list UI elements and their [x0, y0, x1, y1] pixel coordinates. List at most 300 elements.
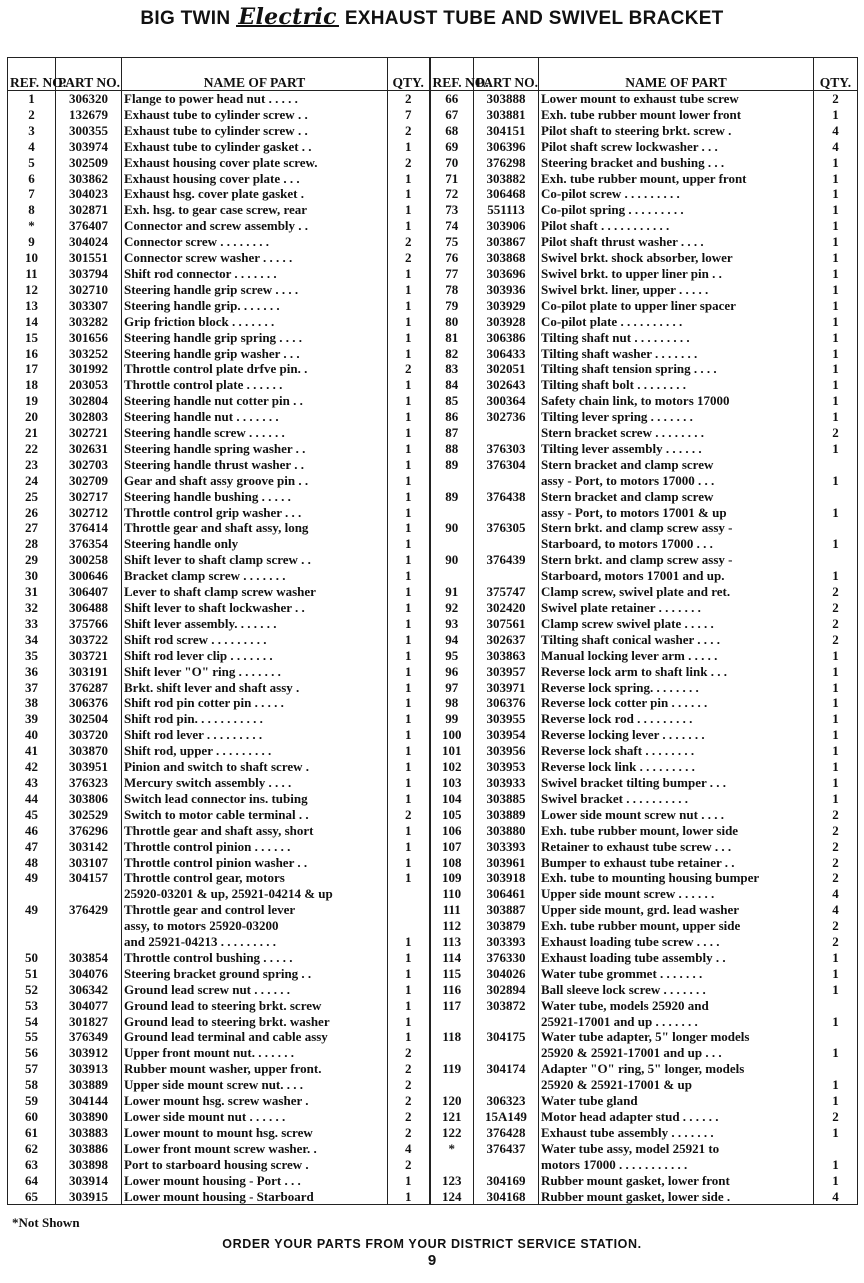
left-qty-cell: 1 — [388, 186, 430, 202]
left-name-cell: Exhaust tube to cylinder screw . . — [122, 123, 388, 139]
right-qty-cell: 1 — [814, 743, 858, 759]
header-ref-right: REF. NO. — [430, 58, 474, 91]
left-name-cell: Gear and shaft assy groove pin . . — [122, 473, 388, 489]
left-part-cell: 302717 — [56, 489, 122, 505]
right-name-cell: Tilting shaft bolt . . . . . . . . — [539, 377, 814, 393]
left-qty-cell: 1 — [388, 218, 430, 234]
right-qty-cell: 4 — [814, 123, 858, 139]
right-part-cell: 15A149 — [474, 1109, 539, 1125]
right-part-cell: 306376 — [474, 695, 539, 711]
left-qty-cell: 1 — [388, 870, 430, 886]
left-ref-cell: 39 — [8, 711, 56, 727]
right-part-cell: 303971 — [474, 680, 539, 696]
right-part-cell: 303872 — [474, 998, 539, 1014]
right-ref-cell: 111 — [430, 902, 474, 918]
right-name-cell: Stern bracket screw . . . . . . . . — [539, 425, 814, 441]
left-ref-cell: 13 — [8, 298, 56, 314]
table-row — [8, 1109, 858, 1125]
left-name-cell: Exhaust housing cover plate . . . — [122, 171, 388, 187]
left-name-cell: Exhaust tube to cylinder screw . . — [122, 107, 388, 123]
table-header-row — [8, 58, 858, 91]
left-name-cell: Lower mount housing - Port . . . — [122, 1173, 388, 1189]
left-part-cell: 303914 — [56, 1173, 122, 1189]
right-part-cell: 303956 — [474, 743, 539, 759]
left-name-cell: Steering handle grip spring . . . . — [122, 330, 388, 346]
left-qty-cell: 1 — [388, 727, 430, 743]
right-part-cell — [474, 1157, 539, 1173]
table-row — [8, 139, 858, 155]
right-qty-cell: 1 — [814, 266, 858, 282]
right-part-cell — [474, 1077, 539, 1093]
left-part-cell: 376414 — [56, 520, 122, 536]
left-qty-cell: 2 — [388, 234, 430, 250]
left-name-cell: Shift rod pin cotter pin . . . . . — [122, 695, 388, 711]
table-row — [8, 218, 858, 234]
left-name-cell: Pinion and switch to shaft screw . — [122, 759, 388, 775]
table-row — [8, 1077, 858, 1093]
right-part-cell: 303880 — [474, 823, 539, 839]
left-name-cell: Lower mount hsg. screw washer . — [122, 1093, 388, 1109]
right-qty-cell: 1 — [814, 1157, 858, 1173]
right-name-cell: Swivel brkt. shock absorber, lower — [539, 250, 814, 266]
left-ref-cell: 57 — [8, 1061, 56, 1077]
left-qty-cell: 1 — [388, 393, 430, 409]
right-ref-cell: 68 — [430, 123, 474, 139]
left-ref-cell: 62 — [8, 1141, 56, 1157]
left-part-cell: 303951 — [56, 759, 122, 775]
left-name-cell: Throttle gear and shaft assy, long — [122, 520, 388, 536]
right-part-cell: 376439 — [474, 552, 539, 568]
left-name-cell: Steering handle grip washer . . . — [122, 346, 388, 362]
right-ref-cell: 110 — [430, 886, 474, 902]
table-row — [8, 616, 858, 632]
right-name-cell: Swivel bracket tilting bumper . . . — [539, 775, 814, 791]
right-name-cell: Water tube, models 25920 and — [539, 998, 814, 1014]
left-qty-cell: 1 — [388, 425, 430, 441]
right-name-cell: assy - Port, to motors 17000 . . . — [539, 473, 814, 489]
left-name-cell: Steering bracket ground spring . . — [122, 966, 388, 982]
right-name-cell: 25921-17001 and up . . . . . . . — [539, 1014, 814, 1030]
right-part-cell: 376303 — [474, 441, 539, 457]
right-qty-cell: 2 — [814, 616, 858, 632]
left-name-cell: Rubber mount washer, upper front. — [122, 1061, 388, 1077]
table-row — [8, 743, 858, 759]
right-qty-cell: 1 — [814, 1077, 858, 1093]
left-ref-cell: 16 — [8, 346, 56, 362]
left-name-cell: Lower mount housing - Starboard — [122, 1189, 388, 1205]
parts-table — [7, 57, 858, 1205]
right-name-cell: Exhaust tube assembly . . . . . . . — [539, 1125, 814, 1141]
left-qty-cell: 1 — [388, 171, 430, 187]
right-name-cell: Exhaust loading tube screw . . . . — [539, 934, 814, 950]
right-qty-cell: 1 — [814, 648, 858, 664]
right-name-cell: Bumper to exhaust tube retainer . . — [539, 855, 814, 871]
right-name-cell: Tilting lever spring . . . . . . . — [539, 409, 814, 425]
table-row — [8, 1045, 858, 1061]
table-row — [8, 266, 858, 282]
right-name-cell: Reverse lock link . . . . . . . . . — [539, 759, 814, 775]
right-ref-cell: 119 — [430, 1061, 474, 1077]
table-row — [8, 1029, 858, 1045]
left-qty-cell: 1 — [388, 473, 430, 489]
left-ref-cell: 45 — [8, 807, 56, 823]
left-ref-cell: 17 — [8, 361, 56, 377]
left-qty-cell: 1 — [388, 1029, 430, 1045]
left-part-cell: 302709 — [56, 473, 122, 489]
left-ref-cell: 22 — [8, 441, 56, 457]
left-name-cell: Shift lever "O" ring . . . . . . . — [122, 664, 388, 680]
right-qty-cell: 1 — [814, 171, 858, 187]
table-row — [8, 775, 858, 791]
right-qty-cell: 1 — [814, 1173, 858, 1189]
left-part-cell: 300258 — [56, 552, 122, 568]
right-name-cell: Rubber mount gasket, lower front — [539, 1173, 814, 1189]
table-row — [8, 934, 858, 950]
right-name-cell: Reverse lock spring. . . . . . . . — [539, 680, 814, 696]
table-row — [8, 171, 858, 187]
right-qty-cell: 2 — [814, 823, 858, 839]
table-row — [8, 918, 858, 934]
right-qty-cell: 1 — [814, 409, 858, 425]
left-ref-cell: 27 — [8, 520, 56, 536]
right-part-cell: 303393 — [474, 934, 539, 950]
right-name-cell: Rubber mount gasket, lower side . — [539, 1189, 814, 1205]
right-qty-cell: 2 — [814, 632, 858, 648]
table-row — [8, 250, 858, 266]
left-ref-cell: 61 — [8, 1125, 56, 1141]
header-ref-left: REF. NO. — [8, 58, 56, 91]
left-ref-cell: 46 — [8, 823, 56, 839]
right-qty-cell: 1 — [814, 314, 858, 330]
right-qty-cell: 1 — [814, 727, 858, 743]
left-name-cell: Upper side mount screw nut. . . . — [122, 1077, 388, 1093]
right-part-cell: 303881 — [474, 107, 539, 123]
left-qty-cell: 1 — [388, 1173, 430, 1189]
right-part-cell: 551113 — [474, 202, 539, 218]
right-ref-cell — [430, 1077, 474, 1093]
right-name-cell: Exh. tube rubber mount, upper side — [539, 918, 814, 934]
left-part-cell: 303806 — [56, 791, 122, 807]
header-part-left: PART NO. — [56, 58, 122, 91]
left-name-cell: Steering handle grip. . . . . . . — [122, 298, 388, 314]
right-ref-cell: 81 — [430, 330, 474, 346]
left-qty-cell: 7 — [388, 107, 430, 123]
table-row — [8, 457, 858, 473]
left-part-cell: 376287 — [56, 680, 122, 696]
left-part-cell: 304077 — [56, 998, 122, 1014]
right-ref-cell: 115 — [430, 966, 474, 982]
table-row — [8, 711, 858, 727]
left-part-cell: 301551 — [56, 250, 122, 266]
table-row — [8, 982, 858, 998]
left-part-cell: 303898 — [56, 1157, 122, 1173]
right-name-cell: Co-pilot plate to upper liner spacer — [539, 298, 814, 314]
right-qty-cell: 1 — [814, 361, 858, 377]
right-qty-cell: 1 — [814, 250, 858, 266]
right-name-cell: Adapter "O" ring, 5" longer, models — [539, 1061, 814, 1077]
right-qty-cell: 2 — [814, 855, 858, 871]
right-ref-cell: 90 — [430, 520, 474, 536]
table-row — [8, 91, 858, 107]
right-qty-cell: 1 — [814, 473, 858, 489]
left-ref-cell: * — [8, 218, 56, 234]
right-part-cell: 304151 — [474, 123, 539, 139]
left-qty-cell: 2 — [388, 250, 430, 266]
left-name-cell: Bracket clamp screw . . . . . . . — [122, 568, 388, 584]
left-part-cell: 303912 — [56, 1045, 122, 1061]
left-ref-cell: 19 — [8, 393, 56, 409]
left-part-cell: 302703 — [56, 457, 122, 473]
right-name-cell: Exh. tube rubber mount lower front — [539, 107, 814, 123]
right-ref-cell: 116 — [430, 982, 474, 998]
left-qty-cell: 2 — [388, 1061, 430, 1077]
left-part-cell: 304144 — [56, 1093, 122, 1109]
right-name-cell: Tilting lever assembly . . . . . . — [539, 441, 814, 457]
right-name-cell: Tilting shaft nut . . . . . . . . . — [539, 330, 814, 346]
right-part-cell — [474, 473, 539, 489]
table-row — [8, 584, 858, 600]
left-part-cell: 303721 — [56, 648, 122, 664]
right-part-cell: 302643 — [474, 377, 539, 393]
right-ref-cell: 108 — [430, 855, 474, 871]
table-row — [8, 473, 858, 489]
right-ref-cell: 97 — [430, 680, 474, 696]
left-qty-cell: 1 — [388, 202, 430, 218]
left-ref-cell: 65 — [8, 1189, 56, 1205]
left-ref-cell: 36 — [8, 664, 56, 680]
right-part-cell: 303957 — [474, 664, 539, 680]
header-part-right: PART NO. — [474, 58, 539, 91]
right-part-cell: 304169 — [474, 1173, 539, 1189]
right-part-cell: 303953 — [474, 759, 539, 775]
left-name-cell: Steering handle screw . . . . . . — [122, 425, 388, 441]
right-qty-cell: 1 — [814, 775, 858, 791]
left-qty-cell: 1 — [388, 282, 430, 298]
left-qty-cell: 1 — [388, 839, 430, 855]
left-ref-cell: 4 — [8, 139, 56, 155]
left-qty-cell: 4 — [388, 1141, 430, 1157]
left-part-cell: 302504 — [56, 711, 122, 727]
left-ref-cell: 3 — [8, 123, 56, 139]
table-row — [8, 202, 858, 218]
right-name-cell: Reverse lock cotter pin . . . . . . — [539, 695, 814, 711]
left-part-cell: 306320 — [56, 91, 122, 107]
left-part-cell: 132679 — [56, 107, 122, 123]
right-ref-cell: 92 — [430, 600, 474, 616]
left-name-cell: Lower side mount nut . . . . . . — [122, 1109, 388, 1125]
right-qty-cell: 2 — [814, 425, 858, 441]
right-ref-cell: 102 — [430, 759, 474, 775]
left-name-cell: Shift lever to shaft clamp screw . . — [122, 552, 388, 568]
right-ref-cell: 99 — [430, 711, 474, 727]
right-name-cell: Tilting shaft conical washer . . . . — [539, 632, 814, 648]
left-qty-cell: 1 — [388, 855, 430, 871]
right-name-cell: Water tube adapter, 5" longer models — [539, 1029, 814, 1045]
left-ref-cell: 33 — [8, 616, 56, 632]
right-qty-cell: 1 — [814, 330, 858, 346]
table-row — [8, 1061, 858, 1077]
right-qty-cell: 2 — [814, 807, 858, 823]
right-qty-cell: 1 — [814, 346, 858, 362]
right-name-cell: Exhaust loading tube assembly . . — [539, 950, 814, 966]
left-ref-cell: 24 — [8, 473, 56, 489]
right-name-cell: Swivel plate retainer . . . . . . . — [539, 600, 814, 616]
right-part-cell: 303863 — [474, 648, 539, 664]
left-qty-cell: 2 — [388, 807, 430, 823]
right-part-cell: 307561 — [474, 616, 539, 632]
left-qty-cell: 2 — [388, 1077, 430, 1093]
right-name-cell: Clamp screw swivel plate . . . . . — [539, 616, 814, 632]
table-row — [8, 489, 858, 505]
right-name-cell: Co-pilot plate . . . . . . . . . . — [539, 314, 814, 330]
right-qty-cell: 1 — [814, 982, 858, 998]
left-ref-cell: 23 — [8, 457, 56, 473]
right-ref-cell: 69 — [430, 139, 474, 155]
left-qty-cell — [388, 902, 430, 918]
left-qty-cell: 1 — [388, 568, 430, 584]
page-title — [0, 4, 864, 30]
right-ref-cell — [430, 1014, 474, 1030]
left-name-cell: Throttle gear and control lever — [122, 902, 388, 918]
right-qty-cell: 1 — [814, 966, 858, 982]
left-qty-cell: 1 — [388, 314, 430, 330]
left-ref-cell: 26 — [8, 505, 56, 521]
right-name-cell: Reverse lock shaft . . . . . . . . — [539, 743, 814, 759]
right-name-cell: motors 17000 . . . . . . . . . . . — [539, 1157, 814, 1173]
header-name-left: NAME OF PART — [122, 58, 388, 91]
left-qty-cell: 2 — [388, 1093, 430, 1109]
left-ref-cell: 53 — [8, 998, 56, 1014]
table-row — [8, 1141, 858, 1157]
left-qty-cell — [388, 918, 430, 934]
left-qty-cell: 1 — [388, 330, 430, 346]
right-qty-cell: 1 — [814, 186, 858, 202]
right-qty-cell: 1 — [814, 664, 858, 680]
right-ref-cell: 75 — [430, 234, 474, 250]
right-qty-cell: 2 — [814, 870, 858, 886]
table-row — [8, 727, 858, 743]
table-row — [8, 409, 858, 425]
left-ref-cell: 35 — [8, 648, 56, 664]
left-qty-cell: 2 — [388, 91, 430, 107]
left-part-cell: 376349 — [56, 1029, 122, 1045]
parts-table-body — [8, 91, 858, 1205]
right-qty-cell: 2 — [814, 600, 858, 616]
right-name-cell: 25920 & 25921-17001 & up — [539, 1077, 814, 1093]
right-ref-cell: 98 — [430, 695, 474, 711]
left-qty-cell: 1 — [388, 457, 430, 473]
right-part-cell: 303954 — [474, 727, 539, 743]
right-qty-cell: 2 — [814, 918, 858, 934]
right-qty-cell: 1 — [814, 393, 858, 409]
left-name-cell: Steering handle nut . . . . . . . — [122, 409, 388, 425]
left-ref-cell: 64 — [8, 1173, 56, 1189]
right-name-cell: Upper side mount, grd. lead washer — [539, 902, 814, 918]
left-ref-cell: 60 — [8, 1109, 56, 1125]
left-part-cell: 376429 — [56, 902, 122, 918]
right-part-cell: 376428 — [474, 1125, 539, 1141]
right-ref-cell: * — [430, 1141, 474, 1157]
right-name-cell: Stern brkt. and clamp screw assy - — [539, 552, 814, 568]
left-qty-cell: 1 — [388, 982, 430, 998]
right-name-cell: Water tube gland — [539, 1093, 814, 1109]
table-row — [8, 1157, 858, 1173]
left-qty-cell: 1 — [388, 823, 430, 839]
page-number: 9 — [427, 1252, 437, 1269]
right-part-cell: 303906 — [474, 218, 539, 234]
left-ref-cell: 48 — [8, 855, 56, 871]
left-name-cell: Shift lever assembly. . . . . . . — [122, 616, 388, 632]
right-ref-cell: 74 — [430, 218, 474, 234]
left-qty-cell: 1 — [388, 616, 430, 632]
left-part-cell: 303913 — [56, 1061, 122, 1077]
left-part-cell: 303915 — [56, 1189, 122, 1205]
right-part-cell: 306468 — [474, 186, 539, 202]
right-ref-cell: 104 — [430, 791, 474, 807]
left-qty-cell: 1 — [388, 648, 430, 664]
table-row — [8, 1125, 858, 1141]
left-ref-cell: 29 — [8, 552, 56, 568]
right-name-cell: Stern bracket and clamp screw — [539, 489, 814, 505]
left-ref-cell — [8, 918, 56, 934]
left-part-cell: 303862 — [56, 171, 122, 187]
right-ref-cell: 71 — [430, 171, 474, 187]
right-ref-cell: 89 — [430, 489, 474, 505]
right-name-cell: Exh. tube rubber mount, upper front — [539, 171, 814, 187]
right-name-cell: Reverse lock rod . . . . . . . . . — [539, 711, 814, 727]
left-part-cell: 303722 — [56, 632, 122, 648]
left-qty-cell: 1 — [388, 409, 430, 425]
left-part-cell: 303142 — [56, 839, 122, 855]
left-qty-cell: 1 — [388, 664, 430, 680]
right-qty-cell: 1 — [814, 1093, 858, 1109]
left-ref-cell: 31 — [8, 584, 56, 600]
left-part-cell: 303886 — [56, 1141, 122, 1157]
right-part-cell: 376437 — [474, 1141, 539, 1157]
left-name-cell: Connector screw washer . . . . . — [122, 250, 388, 266]
left-part-cell: 302803 — [56, 409, 122, 425]
right-qty-cell: 1 — [814, 107, 858, 123]
left-ref-cell: 42 — [8, 759, 56, 775]
footer-text: ORDER YOUR PARTS FROM YOUR DISTRICT SERVICE STATION. — [222, 1237, 642, 1251]
right-ref-cell: 77 — [430, 266, 474, 282]
right-ref-cell — [430, 473, 474, 489]
left-name-cell: Ground lead screw nut . . . . . . — [122, 982, 388, 998]
left-ref-cell: 11 — [8, 266, 56, 282]
left-part-cell: 375766 — [56, 616, 122, 632]
left-part-cell: 376323 — [56, 775, 122, 791]
right-ref-cell: 70 — [430, 155, 474, 171]
right-qty-cell — [814, 1029, 858, 1045]
left-part-cell: 306407 — [56, 584, 122, 600]
right-name-cell: Swivel brkt. liner, upper . . . . . — [539, 282, 814, 298]
left-name-cell: Throttle control plate . . . . . . — [122, 377, 388, 393]
left-qty-cell: 1 — [388, 759, 430, 775]
right-qty-cell: 1 — [814, 441, 858, 457]
right-qty-cell: 1 — [814, 1045, 858, 1061]
right-qty-cell: 4 — [814, 886, 858, 902]
left-name-cell: Throttle control pinion . . . . . . — [122, 839, 388, 855]
left-qty-cell: 2 — [388, 1109, 430, 1125]
right-ref-cell: 67 — [430, 107, 474, 123]
left-part-cell: 302529 — [56, 807, 122, 823]
right-qty-cell — [814, 552, 858, 568]
left-ref-cell: 44 — [8, 791, 56, 807]
table-row — [8, 123, 858, 139]
left-part-cell — [56, 886, 122, 902]
left-ref-cell: 25 — [8, 489, 56, 505]
left-name-cell: Steering handle only — [122, 536, 388, 552]
